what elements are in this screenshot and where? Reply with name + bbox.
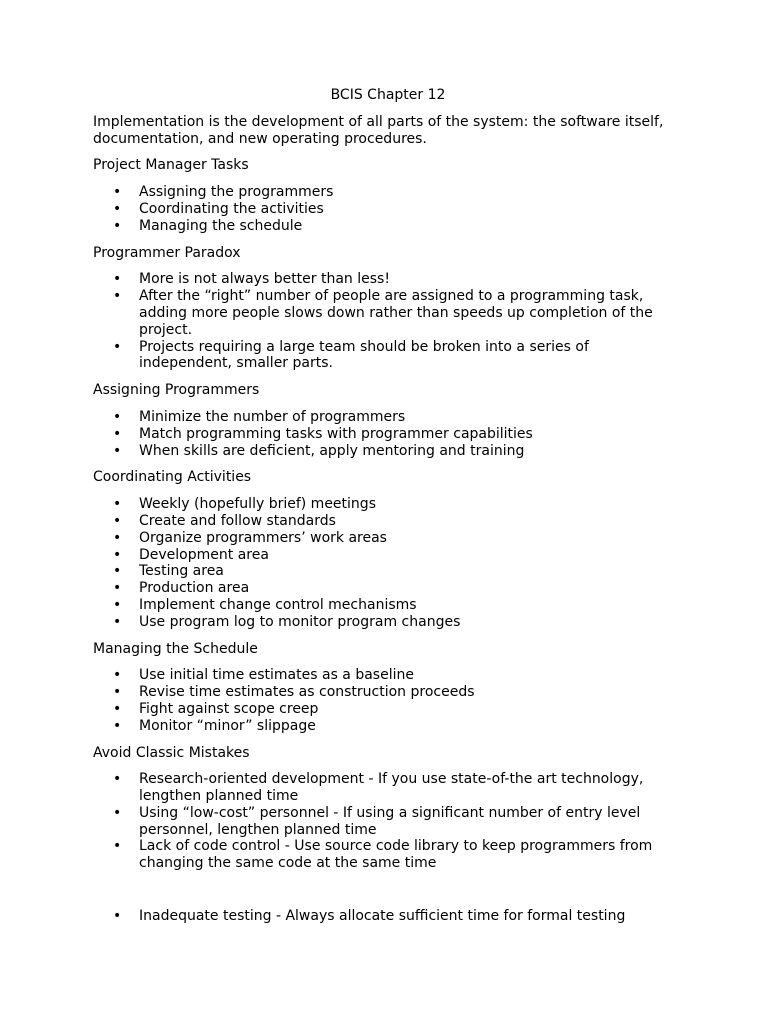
bullet-icon: • bbox=[113, 496, 122, 513]
bullet-icon: • bbox=[113, 908, 122, 925]
list-managing-the-schedule bbox=[93, 667, 683, 734]
list-item-text: Minimize the number of programmers bbox=[139, 408, 406, 425]
list-item-text: Lack of code control - Use source code library to keep programmers from changing the same code at the same time bbox=[139, 838, 653, 872]
list-assigning-programmers bbox=[93, 409, 683, 459]
list-item-text: Coordinating the activities bbox=[139, 200, 324, 217]
list-item-text: Testing area bbox=[139, 563, 224, 580]
list-item bbox=[93, 409, 683, 426]
list-item bbox=[93, 547, 683, 564]
bullet-icon: • bbox=[113, 580, 122, 597]
document-title: BCIS Chapter 12 bbox=[330, 87, 446, 103]
list-item-text: Create and follow standards bbox=[139, 512, 336, 529]
bullet-icon: • bbox=[113, 529, 122, 546]
list-item-text: When skills are deficient, apply mentoring and training bbox=[139, 442, 525, 459]
document-page bbox=[93, 87, 683, 935]
list-item-text: Fight against scope creep bbox=[139, 700, 319, 717]
bullet-icon: • bbox=[113, 667, 122, 684]
list-item-text: Revise time estimates as construction proceeds bbox=[139, 684, 475, 701]
list-item bbox=[93, 614, 683, 631]
intro-paragraph: Implementation is the development of all parts of the system: the software itself, documentation, and new operating procedures. bbox=[93, 113, 664, 147]
list-item bbox=[93, 667, 683, 684]
list-item-text: Monitor “minor” slippage bbox=[139, 717, 316, 734]
bullet-icon: • bbox=[113, 271, 122, 288]
list-item bbox=[93, 496, 683, 513]
list-item bbox=[93, 184, 683, 201]
list-item-text: Inadequate testing - Always allocate sufficient time for formal testing bbox=[139, 908, 626, 925]
list-item-text: Production area bbox=[139, 580, 250, 597]
bullet-icon: • bbox=[113, 546, 122, 563]
list-item bbox=[93, 838, 683, 872]
list-item bbox=[93, 201, 683, 218]
bullet-icon: • bbox=[113, 512, 122, 529]
list-programmer-paradox bbox=[93, 271, 683, 372]
bullet-icon: • bbox=[113, 425, 122, 442]
list-item bbox=[93, 580, 683, 597]
bullet-icon: • bbox=[113, 408, 122, 425]
list-item-text: Use initial time estimates as a baseline bbox=[139, 667, 414, 684]
list-avoid-classic-mistakes bbox=[93, 771, 683, 872]
section-heading-avoid-classic-mistakes: Avoid Classic Mistakes bbox=[93, 744, 250, 761]
bullet-icon: • bbox=[113, 184, 122, 201]
list-item-text: Assigning the programmers bbox=[139, 184, 334, 201]
section-heading-project-manager-tasks: Project Manager Tasks bbox=[93, 157, 249, 174]
list-item bbox=[93, 684, 683, 701]
list-item bbox=[93, 771, 683, 805]
bullet-icon: • bbox=[113, 804, 122, 821]
section-heading-coordinating-activities: Coordinating Activities bbox=[93, 469, 252, 486]
bullet-icon: • bbox=[113, 838, 122, 855]
bullet-icon: • bbox=[113, 288, 122, 305]
list-item-text: Match programming tasks with programmer capabilities bbox=[139, 425, 533, 442]
list-item-text: Use program log to monitor program changes bbox=[139, 613, 461, 630]
list-item bbox=[93, 530, 683, 547]
bullet-icon: • bbox=[113, 700, 122, 717]
bullet-icon: • bbox=[113, 684, 122, 701]
list-item bbox=[93, 288, 683, 338]
list-item-text: Managing the schedule bbox=[139, 217, 303, 234]
list-item-text: Projects requiring a large team should be broken into a series of independent, smaller parts. bbox=[139, 338, 589, 372]
section-heading-assigning-programmers: Assigning Programmers bbox=[93, 382, 260, 399]
bullet-icon: • bbox=[113, 717, 122, 734]
list-item bbox=[93, 271, 683, 288]
section-heading-programmer-paradox: Programmer Paradox bbox=[93, 244, 241, 261]
list-item-text: Organize programmers’ work areas bbox=[139, 529, 387, 546]
list-coordinating-activities bbox=[93, 496, 683, 630]
list-item bbox=[93, 718, 683, 735]
list-item-text: Development area bbox=[139, 546, 269, 563]
bullet-icon: • bbox=[113, 217, 122, 234]
list-item-text: Weekly (hopefully brief) meetings bbox=[139, 496, 376, 513]
list-item bbox=[93, 563, 683, 580]
bullet-icon: • bbox=[113, 563, 122, 580]
list-item bbox=[93, 908, 683, 925]
list-item bbox=[93, 701, 683, 718]
list-item bbox=[93, 597, 683, 614]
blank-gap bbox=[93, 872, 683, 908]
list-avoid-classic-mistakes-continued bbox=[93, 908, 683, 925]
list-project-manager-tasks bbox=[93, 184, 683, 234]
bullet-icon: • bbox=[113, 200, 122, 217]
list-item-text: After the “right” number of people are assigned to a programming task, adding more people slows down rather than speeds up completion of the project. bbox=[139, 288, 653, 338]
bullet-icon: • bbox=[113, 771, 122, 788]
section-heading-managing-the-schedule: Managing the Schedule bbox=[93, 640, 258, 657]
list-item bbox=[93, 443, 683, 460]
bullet-icon: • bbox=[113, 338, 122, 355]
list-item bbox=[93, 513, 683, 530]
list-item bbox=[93, 339, 683, 373]
bullet-icon: • bbox=[113, 613, 122, 630]
list-item-text: More is not always better than less! bbox=[139, 271, 390, 288]
list-item bbox=[93, 805, 683, 839]
bullet-icon: • bbox=[113, 596, 122, 613]
bullet-icon: • bbox=[113, 442, 122, 459]
list-item-text: Using “low-cost” personnel - If using a significant number of entry level personnel, lengthen planned time bbox=[139, 804, 641, 838]
list-item bbox=[93, 426, 683, 443]
list-item-text: Implement change control mechanisms bbox=[139, 596, 417, 613]
list-item bbox=[93, 218, 683, 235]
list-item-text: Research-oriented development - If you use state-of-the art technology, lengthen planned time bbox=[139, 771, 644, 805]
